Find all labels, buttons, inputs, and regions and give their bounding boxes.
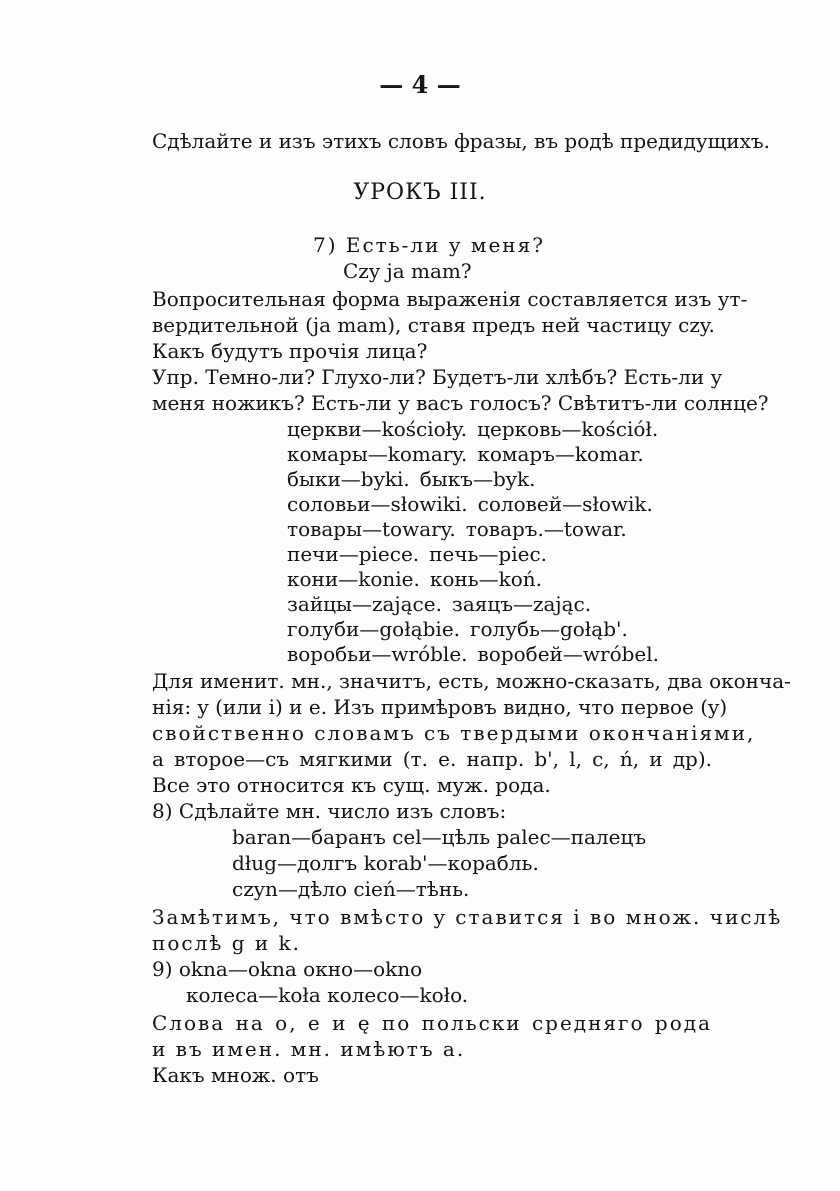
note-line: послѣ g и k. bbox=[152, 931, 302, 955]
vocab-singular: соловей—słowik. bbox=[477, 492, 653, 516]
neuter-rule-line: и въ имен. мн. имѣютъ a. bbox=[152, 1037, 466, 1061]
vocab-plural: кони—konie. bbox=[287, 567, 420, 591]
vocab-singular: заяцъ—zając. bbox=[451, 592, 592, 616]
vocab-singular: церковь—kościół. bbox=[477, 417, 659, 441]
plural-rule-line: Все это относится къ сущ. муж. рода. bbox=[152, 773, 551, 797]
exercise-line: меня ножикъ? Есть-ли у васъ голосъ? Свѣтитъ-ли солнце? bbox=[152, 391, 769, 415]
vocab-row bbox=[287, 541, 547, 567]
vocab-plural: печи—piece. bbox=[287, 542, 420, 566]
section8-word-line: czyn—дѣло cień—тѣнь. bbox=[232, 877, 470, 901]
vocab-plural: воробьи—wróble. bbox=[287, 642, 468, 666]
vocab-row bbox=[287, 591, 591, 617]
section8-word-line: dług—долгъ korab'—корабль. bbox=[232, 851, 539, 875]
vocab-plural: церкви—kościoły. bbox=[287, 417, 468, 441]
vocab-row bbox=[287, 416, 658, 442]
section9-line: 9) okna—okna окно—okno bbox=[152, 957, 423, 981]
final-prompt: Какъ множ. отъ bbox=[152, 1063, 319, 1087]
vocab-plural: быки—byki. bbox=[287, 467, 410, 491]
vocab-plural: соловьи—słowiki. bbox=[287, 492, 468, 516]
question-polish: Czy ja mam? bbox=[343, 259, 472, 283]
plural-rule-line: Для именит. мн., значитъ, есть, можно-сказать, два оконча- bbox=[152, 669, 791, 693]
section8-word-line: baran—баранъ cel—цѣль palec—палецъ bbox=[232, 825, 647, 849]
question-russian: 7) Есть-ли у меня? bbox=[313, 233, 545, 257]
vocab-plural: зайцы—zające. bbox=[287, 592, 442, 616]
vocab-row bbox=[287, 566, 542, 592]
vocab-plural: голуби—gołąbie. bbox=[287, 617, 461, 641]
vocab-singular: голубь—gołąb'. bbox=[470, 617, 628, 641]
neuter-rule-line: Слова на o, e и ę по польски средняго рода bbox=[152, 1011, 712, 1035]
vocab-row bbox=[287, 466, 536, 492]
plural-rule-line: нія: y (или i) и e. Изъ примѣровъ видно, что первое (y) bbox=[152, 695, 728, 719]
vocab-row bbox=[287, 616, 628, 642]
vocab-singular: печь—piec. bbox=[429, 542, 548, 566]
note-line: Замѣтимъ, что вмѣсто y ставится i во множ. числѣ bbox=[152, 905, 783, 929]
intro-task: Сдѣлайте и изъ этихъ словъ фразы, въ родѣ предидущихъ. bbox=[152, 129, 770, 153]
section8-task: 8) Сдѣлайте мн. число изъ словъ: bbox=[152, 799, 507, 823]
vocab-plural: товары—towary. bbox=[287, 517, 456, 541]
vocab-row bbox=[287, 441, 644, 467]
vocab-singular: товаръ.—towar. bbox=[465, 517, 627, 541]
explanation-line: вердительной (ja mam), ставя предъ ней частицу czy. bbox=[152, 313, 715, 337]
vocab-singular: конь—koń. bbox=[429, 567, 543, 591]
plural-rule-line: а второе—съ мягкими (т. е. напр. b', l, c, ń, и др). bbox=[152, 747, 712, 771]
vocab-singular: быкъ—byk. bbox=[419, 467, 536, 491]
vocab-singular: комаръ—komar. bbox=[477, 442, 644, 466]
vocab-row bbox=[287, 516, 627, 542]
lesson-title: УРОКЪ III. bbox=[353, 180, 487, 205]
section9-line: колеса—koła колесо—koło. bbox=[186, 983, 469, 1007]
vocab-row bbox=[287, 491, 653, 517]
plural-rule-line: свойственно словамъ съ твердыми окончаніями, bbox=[152, 721, 756, 745]
vocab-singular: воробей—wróbel. bbox=[477, 642, 659, 666]
exercise-line: Упр. Темно-ли? Глухо-ли? Будетъ-ли хлѣбъ? Есть-ли у bbox=[152, 365, 723, 389]
vocab-plural: комары—komary. bbox=[287, 442, 468, 466]
persons-prompt: Какъ будутъ прочія лица? bbox=[152, 339, 428, 363]
vocab-row bbox=[287, 641, 659, 667]
explanation-line: Вопросительная форма выраженія составляется изъ ут- bbox=[152, 287, 748, 311]
page-number: — 4 — bbox=[379, 70, 461, 99]
